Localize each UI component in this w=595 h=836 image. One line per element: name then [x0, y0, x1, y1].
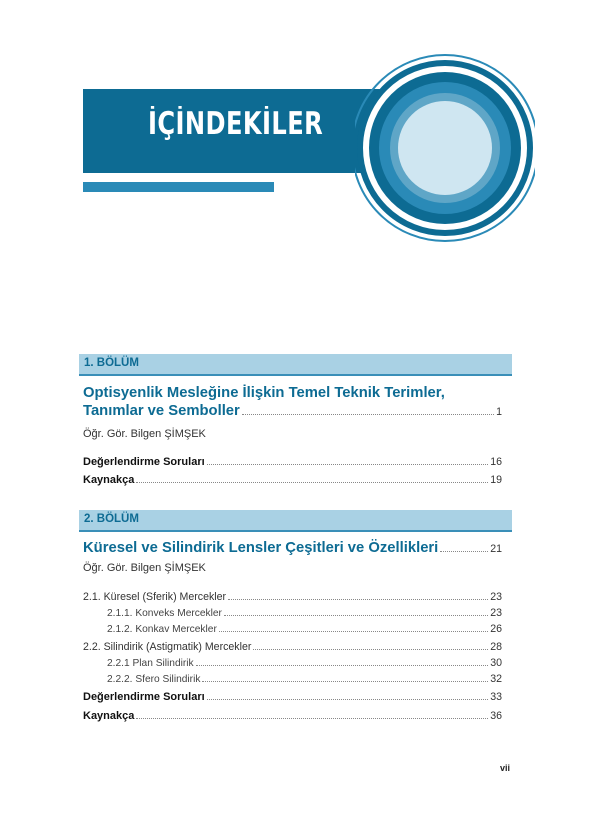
section-2-label: 2. BÖLÜM [84, 513, 139, 525]
section-1-heading-text: Tanımlar ve Semboller [83, 403, 240, 419]
leader-dots [136, 718, 488, 719]
toc-entry-label: 2.1.2. Konkav Mercekler [107, 624, 217, 635]
section-1-heading-page: 1 [496, 406, 502, 418]
toc-entry-page: 36 [490, 710, 502, 722]
toc-entry[interactable] [83, 673, 502, 685]
leader-dots [136, 482, 488, 483]
leader-dots [253, 649, 488, 650]
toc-entry-label: Değerlendirme Soruları [83, 691, 205, 703]
section-1-label: 1. BÖLÜM [84, 357, 139, 369]
leader-dots [196, 665, 489, 666]
toc-entry-page: 16 [490, 456, 502, 468]
toc-entry[interactable] [83, 607, 502, 619]
leader-dots [207, 464, 489, 465]
toc-entry-page: 28 [490, 641, 502, 653]
toc-entry-label: Değerlendirme Soruları [83, 456, 205, 468]
toc-entry-label: 2.2.2. Sfero Silindirik [107, 674, 201, 685]
decorative-circles-icon [355, 48, 535, 248]
section-2-heading-page: 21 [490, 543, 502, 555]
leader-dots [228, 599, 488, 600]
section-2-heading-text: Küresel ve Silindirik Lensler Çeşitleri ve Özellikleri [83, 540, 439, 556]
toc-entry-page: 26 [490, 623, 502, 635]
toc-entry[interactable] [83, 657, 502, 669]
toc-entry-page: 23 [490, 591, 502, 603]
page-number: vii [500, 763, 511, 773]
toc-entry-label: Kaynakça [83, 474, 135, 486]
page-title: İÇİNDEKİLER [148, 106, 324, 142]
toc-entry[interactable] [83, 474, 502, 486]
toc-entry[interactable] [83, 691, 502, 703]
section-2-heading[interactable] [83, 540, 502, 556]
leader-dots [202, 681, 488, 682]
toc-entry[interactable] [83, 710, 502, 722]
leader-dots [242, 414, 494, 415]
toc-entry[interactable] [83, 623, 502, 635]
section-1-header [79, 354, 512, 376]
toc-entry-page: 30 [490, 657, 502, 669]
toc-entry-page: 19 [490, 474, 502, 486]
section-1-heading-line2[interactable] [83, 403, 502, 419]
toc-entry[interactable] [83, 456, 502, 468]
leader-dots [224, 615, 488, 616]
toc-entry-label: 2.1.1. Konveks Mercekler [107, 608, 222, 619]
leader-dots [219, 631, 488, 632]
title-underline-bar [83, 182, 274, 192]
section-2-header [79, 510, 512, 532]
leader-dots [440, 551, 488, 552]
toc-entry[interactable] [83, 641, 502, 653]
toc-entry-page: 23 [490, 607, 502, 619]
toc-entry-label: 2.1. Küresel (Sferik) Mercekler [83, 591, 227, 603]
toc-entry-label: Kaynakça [83, 710, 135, 722]
toc-entry-page: 32 [490, 673, 502, 685]
section-1-heading-line1[interactable]: Optisyenlik Mesleğine İlişkin Temel Teknik Terimler, [83, 385, 445, 401]
leader-dots [207, 699, 489, 700]
toc-entry-page: 33 [490, 691, 502, 703]
toc-entry-label: 2.2.1 Plan Silindirik [107, 658, 194, 669]
section-1-author: Öğr. Gör. Bilgen ŞİMŞEK [83, 428, 206, 440]
toc-entry[interactable] [83, 591, 502, 603]
section-2-author: Öğr. Gör. Bilgen ŞİMŞEK [83, 562, 206, 574]
toc-entry-label: 2.2. Silindirik (Astigmatik) Mercekler [83, 641, 252, 653]
